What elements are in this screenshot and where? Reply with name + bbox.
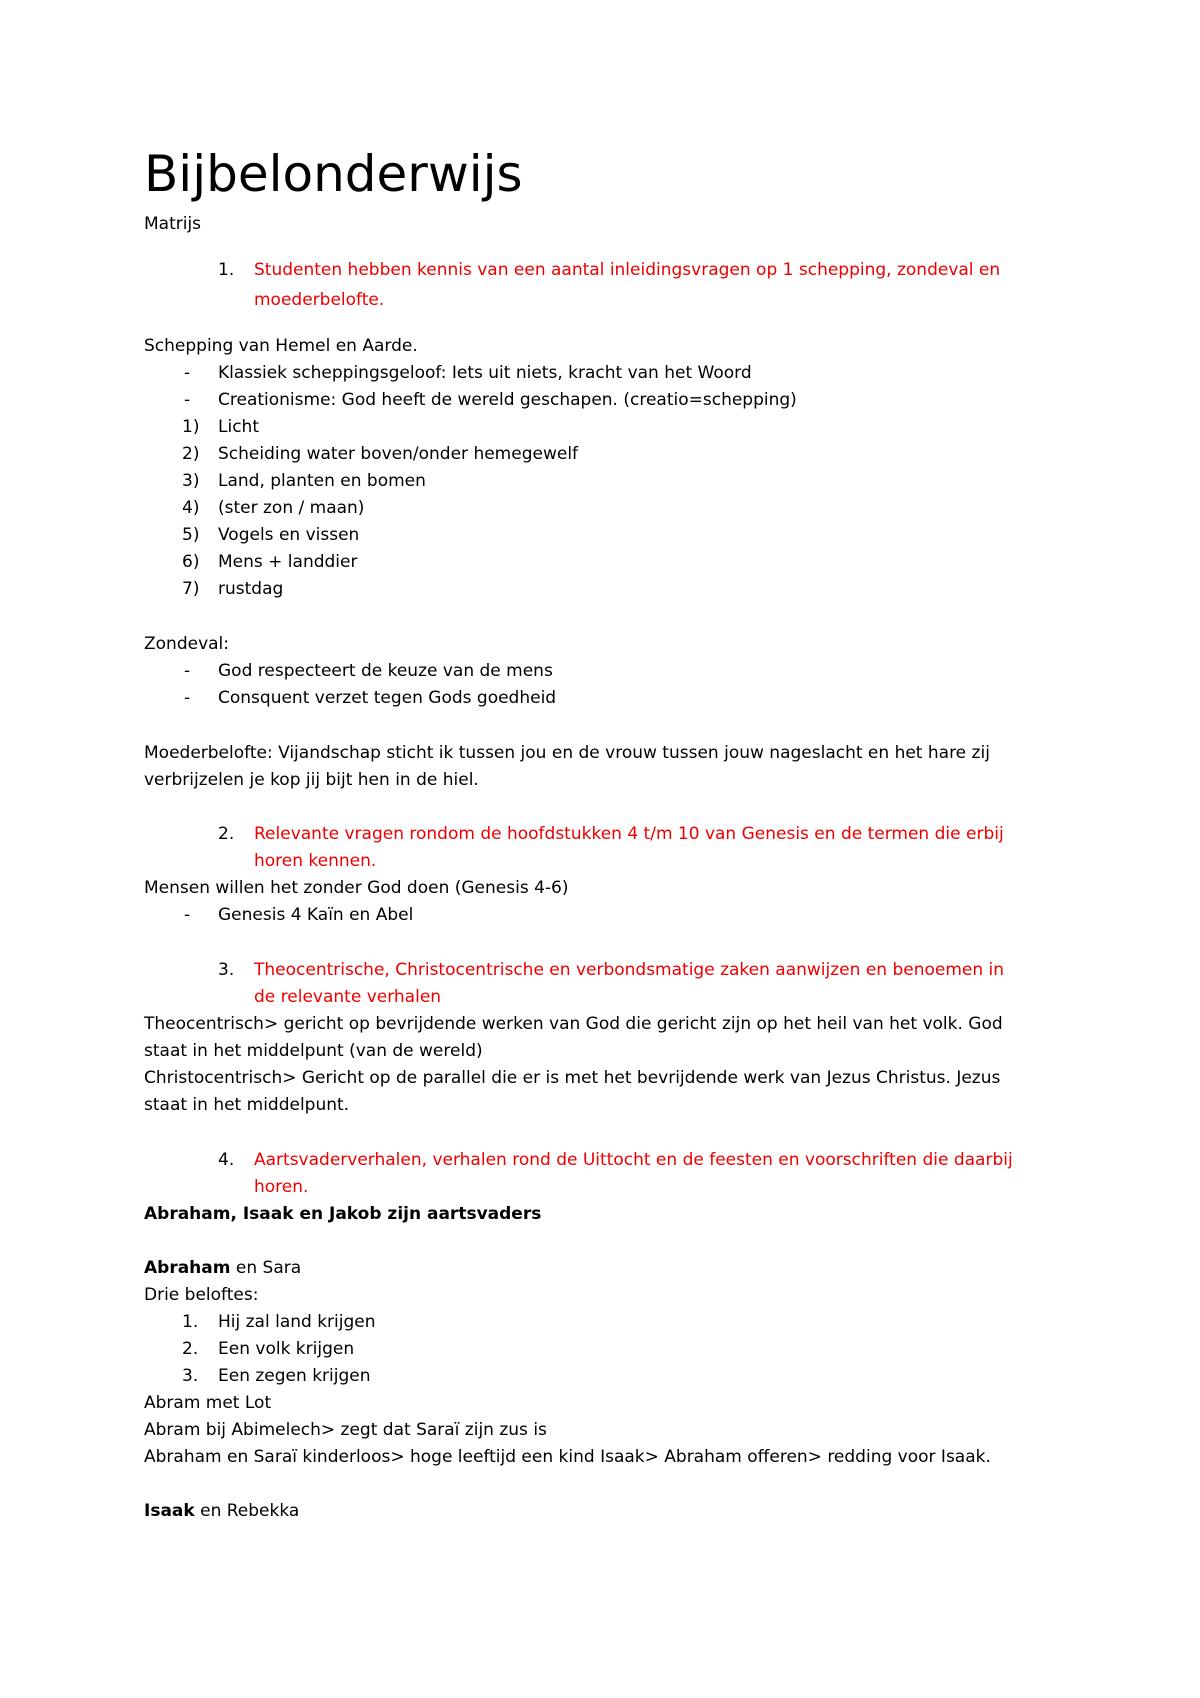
abraham-name: Abraham (144, 1258, 231, 1278)
theocentrisch-line-1: Theocentrisch> gericht op bevrijdende werken van God die gericht zijn op het heil van het volk. God (144, 1014, 1003, 1034)
day-item: Land, planten en bomen (218, 471, 426, 491)
theocentrisch-line-2: staat in het middelpunt (van de wereld) (144, 1041, 483, 1061)
bullet-dash: - (184, 390, 191, 410)
zondeval-bullet: God respecteert de keuze van de mens (218, 661, 553, 681)
schepping-bullet: Creationisme: God heeft de wereld geschapen. (creatio=schepping) (218, 390, 797, 410)
schepping-heading: Schepping van Hemel en Aarde. (144, 336, 418, 356)
belofte-item: Een volk krijgen (218, 1339, 355, 1359)
goal-1-line-2: moederbelofte. (254, 290, 385, 310)
beloftes-heading: Drie beloftes: (144, 1285, 259, 1305)
goal-number-2: 2. (218, 824, 235, 844)
goal-3-line-2: de relevante verhalen (254, 987, 442, 1007)
day-number: 7) (182, 579, 200, 599)
genesis-bullet: Genesis 4 Kaïn en Abel (218, 905, 414, 925)
abraham-line: Abram met Lot (144, 1393, 272, 1413)
goal-3-line-1: Theocentrische, Christocentrische en verbondsmatige zaken aanwijzen en benoemen in (254, 960, 1005, 980)
moederbelofte-line-1: Moederbelofte: Vijandschap sticht ik tussen jou en de vrouw tussen jouw nageslacht en het hare zij (144, 743, 990, 763)
goal-2-line-1: Relevante vragen rondom de hoofdstukken 4 t/m 10 van Genesis en de termen die erbij (254, 824, 1004, 844)
christocentrisch-line-1: Christocentrisch> Gericht op de parallel die er is met het bevrijdende werk van Jezus Christus. Jezus (144, 1068, 1001, 1088)
zondeval-bullet: Consquent verzet tegen Gods goedheid (218, 688, 557, 708)
belofte-item: Een zegen krijgen (218, 1366, 371, 1386)
bullet-dash: - (184, 905, 191, 925)
day-number: 5) (182, 525, 200, 545)
genesis-heading: Mensen willen het zonder God doen (Genesis 4-6) (144, 878, 569, 898)
abraham-line: Abraham en Saraï kinderloos> hoge leeftijd een kind Isaak> Abraham offeren> redding voor Isaak. (144, 1447, 991, 1467)
goal-number-3: 3. (218, 960, 235, 980)
belofte-item: Hij zal land krijgen (218, 1312, 376, 1332)
goal-2-line-2: horen kennen. (254, 851, 377, 871)
schepping-bullet: Klassiek scheppingsgeloof: Iets uit niets, kracht van het Woord (218, 363, 752, 383)
belofte-number: 2. (182, 1339, 199, 1359)
day-number: 3) (182, 471, 200, 491)
bullet-dash: - (184, 661, 191, 681)
subtitle: Matrijs (144, 214, 202, 234)
goal-4-line-1: Aartsvaderverhalen, verhalen rond de Uittocht en de feesten en voorschriften die daarbij (254, 1150, 1013, 1170)
day-number: 1) (182, 417, 200, 437)
aartsvaders-heading: Abraham, Isaak en Jakob zijn aartsvaders (144, 1204, 542, 1224)
day-item: (ster zon / maan) (218, 498, 365, 518)
belofte-number: 3. (182, 1366, 199, 1386)
goal-4-line-2: horen. (254, 1177, 309, 1197)
goal-1-line-1: Studenten hebben kennis van een aantal inleidingsvragen op 1 schepping, zondeval en (254, 260, 1001, 280)
day-number: 6) (182, 552, 200, 572)
christocentrisch-line-2: staat in het middelpunt. (144, 1095, 350, 1115)
moederbelofte-line-2: verbrijzelen je kop jij bijt hen in de hiel. (144, 770, 479, 790)
abraham-rest: en Sara (230, 1258, 302, 1278)
day-item: Mens + landdier (218, 552, 358, 572)
day-item: Vogels en vissen (218, 525, 360, 545)
goal-number-1: 1. (218, 260, 235, 280)
day-item: Licht (218, 417, 259, 437)
zondeval-heading: Zondeval: (144, 634, 229, 654)
day-number: 4) (182, 498, 200, 518)
document-title: Bijbelonderwijs (144, 145, 523, 203)
bullet-dash: - (184, 688, 191, 708)
abraham-line: Abram bij Abimelech> zegt dat Saraï zijn zus is (144, 1420, 547, 1440)
belofte-number: 1. (182, 1312, 199, 1332)
isaak-rest: en Rebekka (194, 1501, 300, 1521)
day-item: Scheiding water boven/onder hemegewelf (218, 444, 579, 464)
day-item: rustdag (218, 579, 284, 599)
isaak-heading (144, 1499, 299, 1523)
day-number: 2) (182, 444, 200, 464)
goal-number-4: 4. (218, 1150, 235, 1170)
isaak-name: Isaak (144, 1501, 195, 1521)
abraham-heading (144, 1256, 301, 1280)
bullet-dash: - (184, 363, 191, 383)
